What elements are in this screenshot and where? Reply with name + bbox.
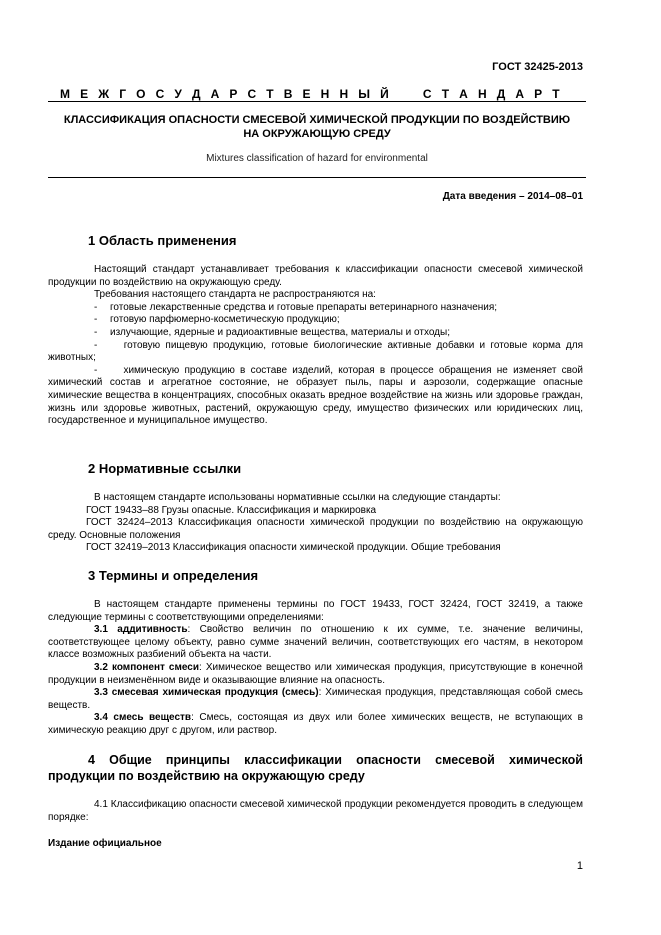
paragraph: Требования настоящего стандарта не распространяются на: xyxy=(94,289,376,301)
title-line-1: КЛАССИФИКАЦИЯ ОПАСНОСТИ СМЕСЕВОЙ ХИМИЧЕСКОЙ ПРОДУКЦИИ ПО ВОЗДЕЙСТВИЮ xyxy=(63,114,571,126)
banner-letter: О xyxy=(136,87,146,101)
banner-letter: М xyxy=(60,87,70,101)
list-item: - готовые лекарственные средства и готовые препараты ветеринарного назначения; xyxy=(94,301,498,313)
introduction-date: Дата введения – 2014–08–01 xyxy=(442,191,583,202)
banner-letter: Е xyxy=(302,87,311,101)
paragraph: В настоящем стандарте использованы нормативные ссылки на следующие стандарты: xyxy=(94,492,501,503)
section-2-heading: 2 Нормативные ссылки xyxy=(88,461,242,476)
banner-letter: Н xyxy=(320,87,330,101)
banner-letter: В xyxy=(283,87,293,101)
official-edition-label: Издание официальное xyxy=(48,838,162,849)
list-item: - готовую парфюмерно-косметическую продукцию; xyxy=(94,314,340,326)
banner-letter: Е xyxy=(80,87,89,101)
definition: : Химическое вещество или химическая продукция, присутствующие в конечной продукции в неизменённом виде и оказывающие влияние на опасность. xyxy=(48,661,583,686)
banner-letter: Й xyxy=(380,87,389,101)
definition: : Свойство величин по отношению к их сумме, т.е. значение величины, соответствующее целому объекту, равно сумме значений величин, соответствующих его частям, в некотором классе возможных разбиений объекта на части. xyxy=(48,624,583,661)
banner-letter: Т xyxy=(441,87,450,101)
definition: : Химическая продукция, представляющая собой смесь веществ. xyxy=(48,687,583,711)
banner-letter: Ж xyxy=(98,87,110,101)
banner-letter: С xyxy=(247,87,257,101)
section-3-heading: 3 Термины и определения xyxy=(88,568,259,583)
banner-letter: Р xyxy=(229,87,238,101)
term: 3.2 компонент смеси xyxy=(94,661,200,673)
banner-letter: С xyxy=(155,87,165,101)
banner-letter xyxy=(399,87,413,101)
paragraph: В настоящем стандарте применены термины по ГОСТ 19433, ГОСТ 32424, ГОСТ 32419, а также следующие термины с соответствующими определениями: xyxy=(48,599,583,623)
banner-letter: Г xyxy=(119,87,127,101)
banner-letter: Т xyxy=(552,87,560,101)
banner-letter: Д xyxy=(496,87,506,101)
section-1-heading: 1 Область применения xyxy=(88,233,237,248)
banner-letter: Н xyxy=(339,87,349,101)
term-definition xyxy=(48,624,583,662)
definition: : Смесь, состоящая из двух или более химических веществ, не вступающих в химическую реакцию друг с другом, или раствор. xyxy=(48,712,583,736)
term: 3.4 смесь веществ xyxy=(94,712,192,724)
section-3-body xyxy=(48,599,583,738)
list-item: - излучающие, ядерные и радиоактивные вещества, материалы и отходы; xyxy=(94,326,450,338)
document-title xyxy=(48,114,586,141)
banner-letter: Р xyxy=(534,87,543,101)
banner-letter: А xyxy=(515,87,525,101)
standard-type-banner xyxy=(60,87,560,101)
banner-letter: Д xyxy=(191,87,201,101)
reference-item: ГОСТ 19433–88 Грузы опасные. Классификация и маркировка xyxy=(86,504,377,516)
reference-item: ГОСТ 32424–2013 Классификация опасности химической продукции по воздействию на окружающую среду. Основные положения xyxy=(48,517,583,541)
banner-letter: У xyxy=(174,87,182,101)
title-rule xyxy=(48,177,586,178)
term: 3.1 аддитивность xyxy=(94,624,188,636)
paragraph: Настоящий стандарт устанавливает требования к классификации опасности смесевой химической продукции по воздействию на окружающую среду. xyxy=(48,264,583,288)
reference-item: ГОСТ 32419–2013 Классификация опасности химической продукции. Общие требования xyxy=(86,542,501,554)
term-definition xyxy=(48,662,583,687)
top-rule xyxy=(48,101,586,102)
banner-letter: А xyxy=(210,87,220,101)
page-number: 1 xyxy=(576,860,583,872)
banner-letter: Т xyxy=(266,87,274,101)
banner-letter: С xyxy=(422,87,432,101)
banner-letter: Ы xyxy=(358,87,370,101)
document-number: ГОСТ 32425-2013 xyxy=(492,61,583,73)
banner-letter: Н xyxy=(477,87,487,101)
paragraph: 4.1 Классификацию опасности смесевой химической продукции рекомендуется проводить в следующем порядке: xyxy=(48,799,583,823)
list-item: - химическую продукцию в составе изделий, которая в процессе обращения не изменяет свой химический состав и агрегатное состояние, не образует пыль, пары и аэрозоли, содержащие опасные химические вещества в концентрациях, способных оказать вредное воздействие на жизнь или здоровье граждан, жизнь или здоровье животных, растений, окружающую среду, имущество физических или юридических лиц, государственное и муниципальное имущество. xyxy=(48,364,584,427)
section-4-body xyxy=(48,799,583,824)
term-definition xyxy=(48,712,583,737)
term-definition xyxy=(48,687,583,712)
title-line-2: НА ОКРУЖАЮЩУЮ СРЕДУ xyxy=(243,127,391,140)
english-title: Mixtures classification of hazard for environmental xyxy=(206,153,428,164)
banner-letter: А xyxy=(459,87,468,101)
list-item: - готовую пищевую продукцию, готовые биологические активные добавки и готовые корма для животных; xyxy=(48,339,583,364)
term: 3.3 смесевая химическая продукция (смесь) xyxy=(94,687,319,699)
section-1-body xyxy=(48,264,583,428)
section-4-heading: 4 Общие принципы классификации опасности смесевой химической продукции по воздействию на окружающую среду xyxy=(48,753,583,783)
section-2-body xyxy=(48,492,583,555)
